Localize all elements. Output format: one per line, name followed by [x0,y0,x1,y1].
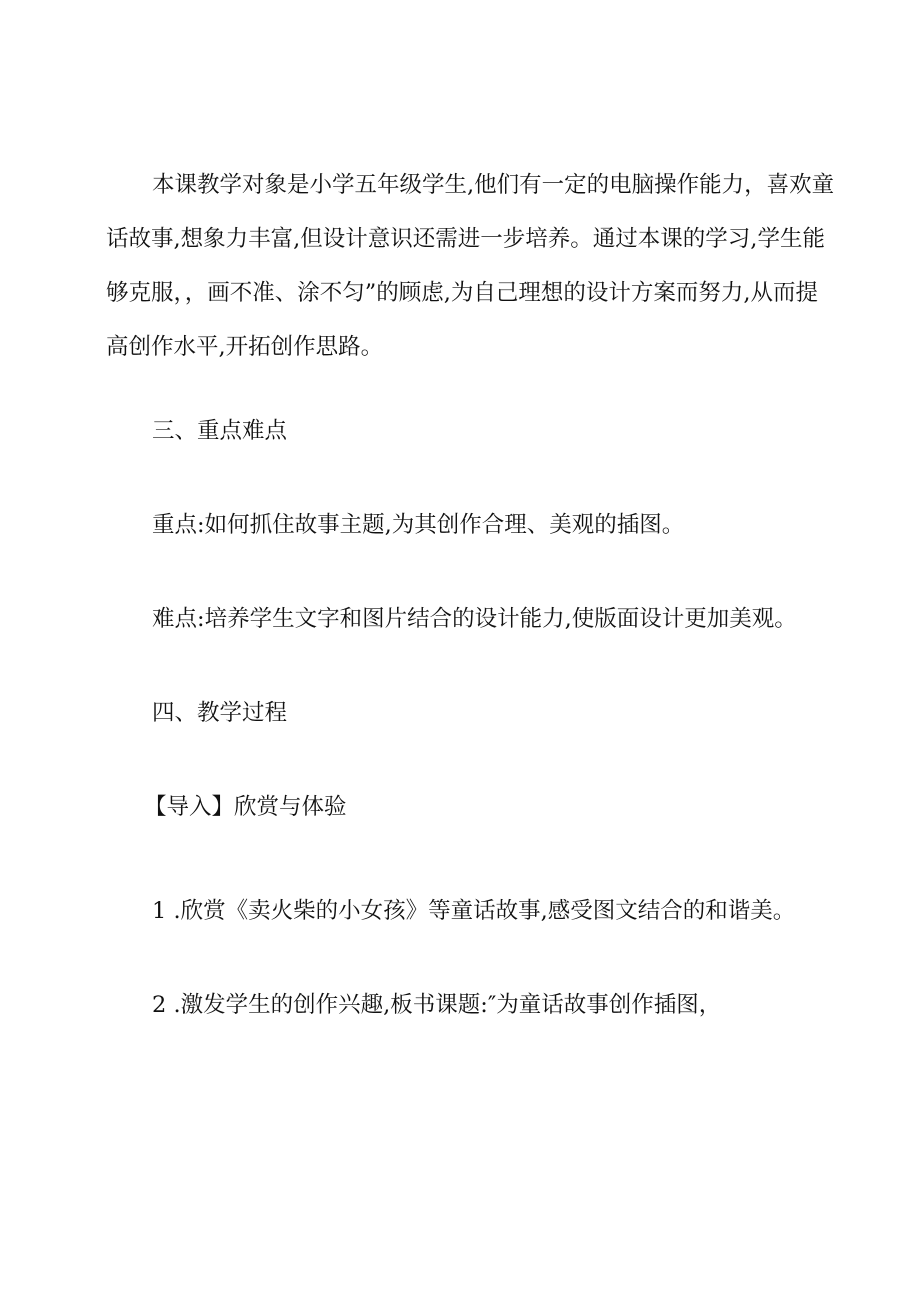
key-point-text: 重点:如何抓住故事主题,为其创作合理、美观的插图。 [152,512,685,538]
intro-paragraph-line-2: 话故事,想象力丰富,但设计意识还需进一步培养。通过本课的学习,学生能 [106,226,825,252]
section-heading-teaching-process: 四、教学过程 [152,700,288,726]
step-2: 2 .激发学生的创作兴趣,板书课题:″为童话故事创作插图， [152,992,722,1018]
intro-paragraph-line-4: 高创作水平,开拓创作思路。 [106,334,384,360]
intro-activity-heading: 【导入】欣赏与体验 [144,794,347,820]
step-1: 1 .欣赏《卖火柴的小女孩》等童话故事,感受图文结合的和谐美。 [152,898,796,924]
intro-paragraph-line-1: 本课教学对象是小学五年级学生,他们有一定的电脑操作能力，喜欢童 [152,172,835,198]
difficulty-text: 难点:培养学生文字和图片结合的设计能力,使版面设计更加美观。 [152,606,797,632]
intro-paragraph-line-3: 够克服，，画不准、涂不匀”的顾虑,为自己理想的设计方案而努力,从而提 [106,280,819,306]
section-heading-key-points: 三、重点难点 [152,418,288,444]
